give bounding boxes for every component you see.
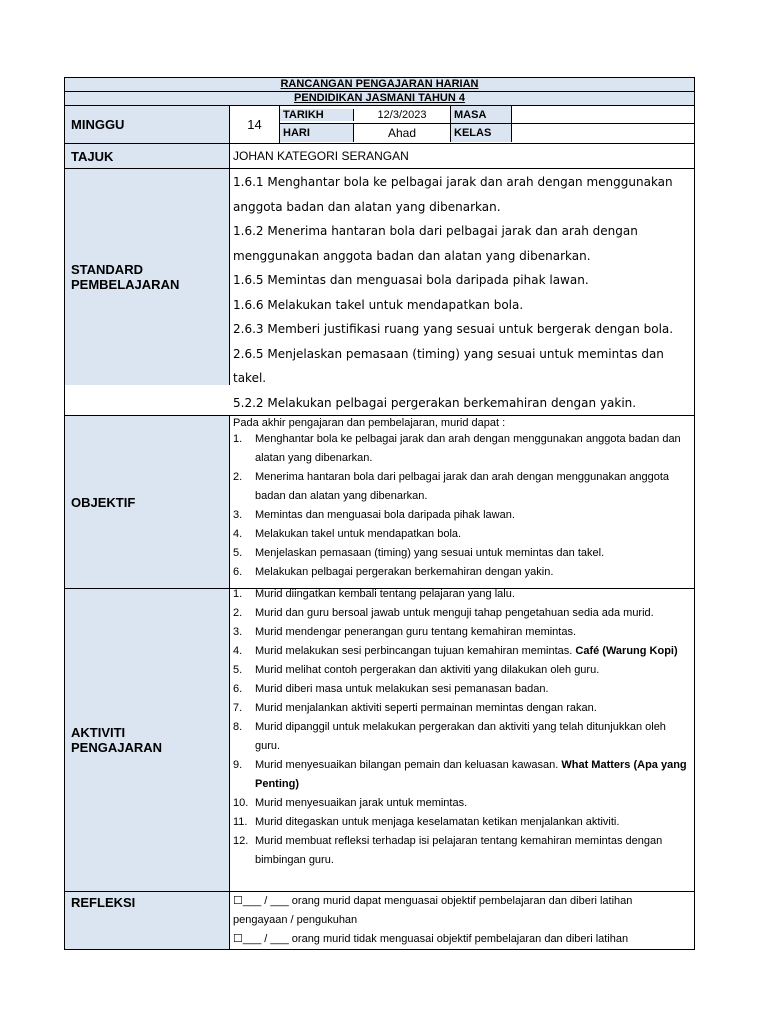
standard-row [65,169,694,416]
aktiviti-list [233,585,694,870]
objektif-item [233,430,694,468]
refleksi-label: REFLEKSI [65,892,230,949]
standard-line: anggota badan dan alatan yang dibenarkan. [233,199,501,214]
aktiviti-item-text: Murid diingatkan kembali tentang pelajaran yang lalu. [255,588,515,600]
aktiviti-item [233,699,694,718]
objektif-item-text: Menghantar bola ke pelbagai jarak dan arah dengan menggunakan anggota badan dan alatan yang dibenarkan. [255,433,681,464]
hari-label: HARI [280,124,354,142]
tarikh-row [280,106,694,124]
objektif-item-text: Menerima hantaran bola dari pelbagai jarak dan arah dengan menggunakan anggota badan dan alatan yang dibenarkan. [255,471,670,502]
standard-line: 1.6.2 Menerima hantaran bola dari pelbagai jarak dan arah dengan [233,224,638,238]
aktiviti-item-strategy: Café (Warung Kopi) [575,645,678,657]
masa-label: MASA [451,106,512,123]
objektif-item-number: 6. [233,566,243,578]
aktiviti-item-number: 6. [233,683,243,695]
aktiviti-label-text: AKTIVITI PENGAJARAN [71,725,163,755]
aktiviti-item-text: Murid melihat contoh pergerakan dan aktiviti yang dilakukan oleh guru. [255,664,600,676]
aktiviti-item [233,604,694,623]
refleksi-line: pengayaan / pengukuhan [233,914,358,926]
objektif-item-text: Melakukan takel untuk mendapatkan bola. [255,528,462,540]
aktiviti-item-text: Murid diberi masa untuk melakukan sesi pemanasan badan. [255,683,549,695]
objektif-item-number: 3. [233,509,243,521]
refleksi-line: ☐___ / ___ orang murid dapat menguasai objektif pembelajaran dan diberi latihan [233,895,633,907]
info-row [65,106,694,144]
tajuk-label: TAJUK [65,144,230,168]
document-subtitle: PENDIDIKAN JASMANI TAHUN 4 [65,92,694,106]
objektif-intro: Pada akhir pengajaran dan pembelajaran, murid dapat : [233,417,506,429]
objektif-item-text: Menjelaskan pemasaan (timing) yang sesuai untuk memintas dan takel. [255,547,605,559]
aktiviti-content [230,585,694,891]
tajuk-row [65,144,694,169]
standard-line: 1.6.6 Melakukan takel untuk mendapatkan bola. [233,297,524,312]
document-title: RANCANGAN PENGAJARAN HARIAN [65,78,694,92]
tarikh-label: TARIKH [280,109,354,121]
aktiviti-item-strategy: What Matters (Apa yang Penting) [255,759,687,790]
hari-value: Ahad [354,124,451,142]
aktiviti-item-number: 2. [233,607,243,619]
objektif-item [233,506,694,525]
objektif-content [230,416,694,588]
objektif-item-number: 2. [233,471,243,483]
aktiviti-item-number: 10. [233,797,249,809]
objektif-item [233,544,694,563]
aktiviti-item [233,642,694,661]
aktiviti-item-text: Murid membuat refleksi terhadap isi pelajaran tentang kemahiran memintas dengan bimbingan guru. [255,835,663,866]
objektif-label: OBJEKTIF [65,416,230,588]
aktiviti-item-number: 8. [233,721,243,733]
objektif-list [233,430,694,582]
aktiviti-item-text: Murid mendengar penerangan guru tentang kemahiran memintas. [255,626,577,638]
standard-line: menggunakan anggota badan dan alatan yang dibenarkan. [233,248,591,263]
aktiviti-item-number: 12. [233,835,249,847]
aktiviti-item [233,756,694,794]
aktiviti-item-text: Murid menjalankan aktiviti seperti permainan memintas dengan rakan. [255,702,597,714]
aktiviti-item-text: Murid dan guru bersoal jawab untuk menguji tahap pengetahuan sedia ada murid. [255,607,654,619]
standard-list [230,169,694,415]
tajuk-value: JOHAN KATEGORI SERANGAN [233,149,409,163]
hari-row [280,124,694,142]
refleksi-content [230,892,694,949]
objektif-item-text: Memintas dan menguasai bola daripada pihak lawan. [255,509,515,521]
aktiviti-item-number: 9. [233,759,243,771]
minggu-label: MINGGU [65,106,230,143]
aktiviti-item [233,585,694,604]
objektif-item-number: 5. [233,547,243,559]
standard-line: 1.6.5 Memintas dan menguasai bola daripada pihak lawan. [233,273,589,287]
refleksi-line: ☐___ / ___ orang murid tidak menguasai objektif pembelajaran dan diberi latihan [233,933,629,945]
objektif-item-number: 4. [233,528,243,540]
standard-line: 2.6.5 Menjelaskan pemasaan (timing) yang sesuai untuk memintas dan takel. [233,346,664,385]
aktiviti-item-text: Murid menyesuaikan bilangan pemain dan keluasan kawasan. What Matters (Apa yang Penting) [255,759,687,790]
standard-line: 5.2.2 Melakukan pelbagai pergerakan berkemahiran dengan yakin. [233,395,637,410]
aktiviti-item [233,623,694,642]
objektif-item-text: Melakukan pelbagai pergerakan berkemahiran dengan yakin. [255,566,554,578]
standard-line: 1.6.1 Menghantar bola ke pelbagai jarak dan arah dengan menggunakan [233,175,673,189]
minggu-value: 14 [230,106,280,143]
aktiviti-item-text: Murid melakukan sesi perbincangan tujuan kemahiran memintas. Café (Warung Kopi) [255,645,678,657]
aktiviti-item-text: Murid dipanggil untuk melakukan pergerakan dan aktiviti yang telah ditunjukkan oleh guru. [255,721,666,752]
standard-label-text: STANDARD PEMBELAJARAN [71,262,180,292]
kelas-label: KELAS [451,124,512,142]
standard-line: 2.6.3 Memberi justifikasi ruang yang sesuai untuk bergerak dengan bola. [233,322,674,336]
aktiviti-row [65,589,694,892]
objektif-item [233,468,694,506]
aktiviti-item [233,718,694,756]
aktiviti-item-number: 7. [233,702,243,714]
aktiviti-item [233,832,694,870]
date-time-grid [280,106,694,143]
aktiviti-item-text: Murid menyesuaikan jarak untuk memintas. [255,797,468,809]
objektif-item-number: 1. [233,433,243,445]
aktiviti-item-number: 3. [233,626,243,638]
aktiviti-label [65,589,230,891]
aktiviti-item-number: 4. [233,645,243,657]
rph-document [64,77,695,950]
aktiviti-item [233,680,694,699]
objektif-item [233,563,694,582]
standard-label [65,169,230,385]
aktiviti-item [233,813,694,832]
aktiviti-item-number: 5. [233,664,243,676]
refleksi-row [65,892,694,949]
aktiviti-item-text: Murid ditegaskan untuk menjaga keselamatan ketikan menjalankan aktiviti. [255,816,620,828]
aktiviti-item-number: 1. [233,588,243,600]
aktiviti-item [233,661,694,680]
objektif-item [233,525,694,544]
tarikh-value: 12/3/2023 [354,106,451,123]
aktiviti-item-number: 11. [233,816,248,828]
objektif-row [65,416,694,589]
aktiviti-item [233,794,694,813]
